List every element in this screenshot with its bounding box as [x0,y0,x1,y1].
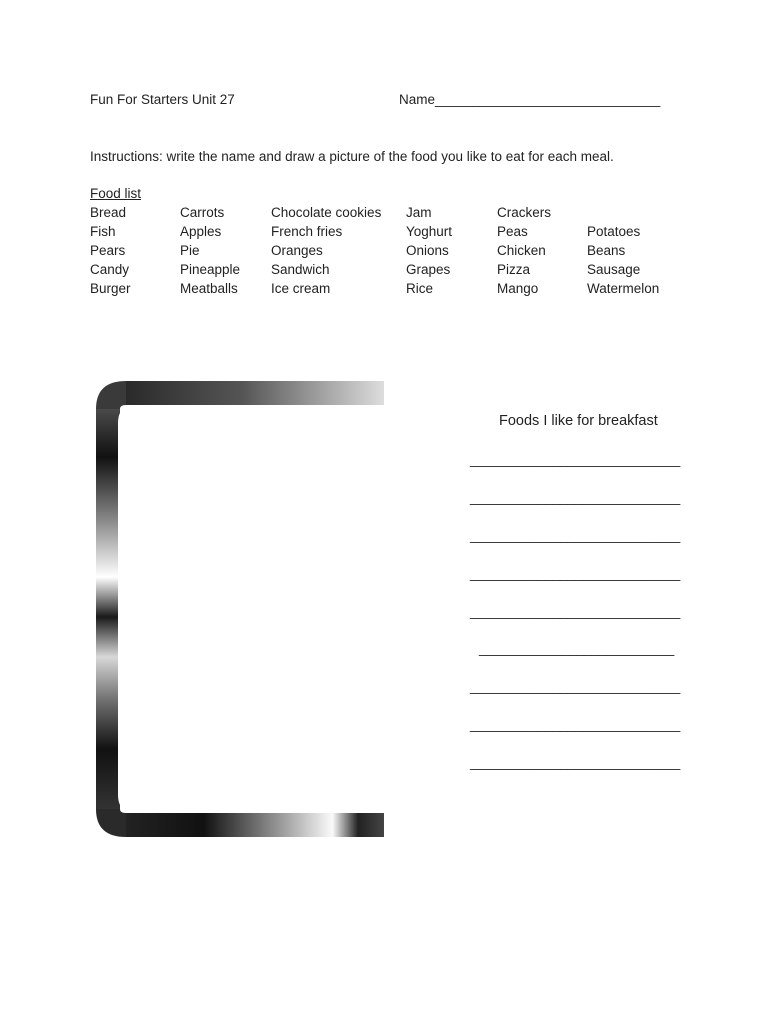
food-item: Mango [497,281,539,296]
answer-line: ____________________________ [470,490,681,505]
food-list-heading: Food list [90,186,142,201]
food-item: Fish [90,224,116,239]
answer-line: ____________________________ [470,679,681,694]
food-item: Ice cream [271,281,331,296]
food-item: Potatoes [587,224,641,239]
food-item: Pie [180,243,200,258]
food-item: Watermelon [587,281,660,296]
answer-line: ____________________________ [470,755,681,770]
food-item: Beans [587,243,626,258]
breakfast-heading: Foods I like for breakfast [499,413,658,429]
answer-line: ____________________________ [470,452,681,467]
food-item: Pineapple [180,262,241,277]
food-item: Meatballs [180,281,238,296]
food-item: Burger [90,281,131,296]
answer-line: ____________________________ [470,717,681,732]
food-item: Rice [406,281,434,296]
food-item: Chocolate cookies [271,205,382,220]
food-item: Peas [497,224,528,239]
food-item: French fries [271,224,343,239]
food-item: Yoghurt [406,224,453,239]
food-item: Sausage [587,262,641,277]
answer-line: __________________________ [479,641,675,656]
food-item: Oranges [271,243,323,258]
food-item: Apples [180,224,222,239]
instructions-text: Instructions: write the name and draw a picture of the food you like to eat for each meal. [90,149,614,164]
answer-line: ____________________________ [470,528,681,543]
drawing-frame [96,379,384,839]
food-item: Onions [406,243,449,258]
worksheet-title: Fun For Starters Unit 27 [90,92,235,107]
food-item: Pears [90,243,126,258]
food-item: Crackers [497,205,552,220]
food-item: Carrots [180,205,225,220]
food-item: Bread [90,205,127,220]
food-item: Chicken [497,243,546,258]
food-item: Pizza [497,262,531,277]
food-item: Grapes [406,262,451,277]
answer-line: ____________________________ [470,566,681,581]
name-field: Name______________________________ [399,92,661,107]
food-item: Jam [406,205,432,220]
answer-line: ____________________________ [470,604,681,619]
food-item: Sandwich [271,262,330,277]
food-item: Candy [90,262,130,277]
